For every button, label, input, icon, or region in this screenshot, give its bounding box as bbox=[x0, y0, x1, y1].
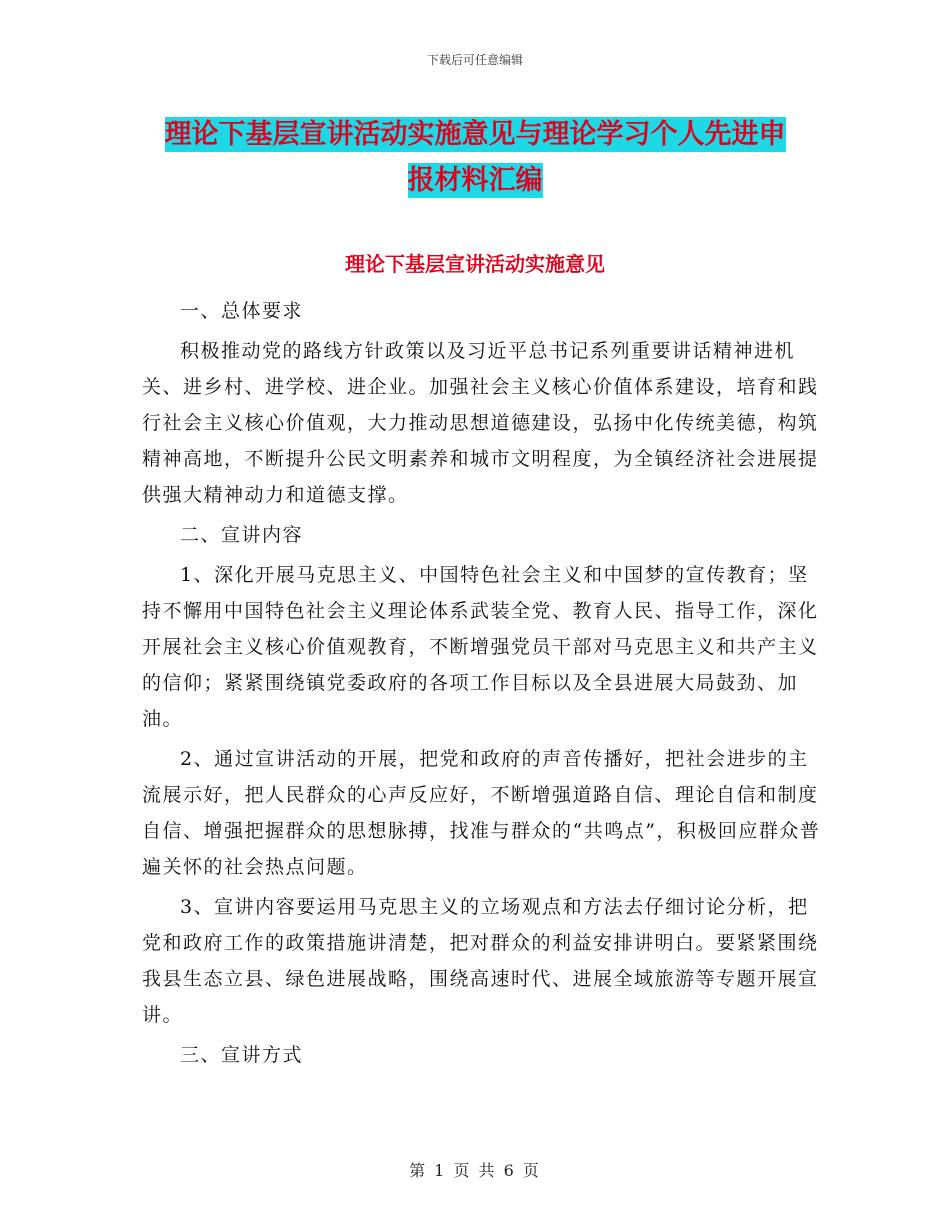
heading-general-requirements: 一、总体要求 bbox=[180, 300, 304, 322]
paragraph: 2、通过宣讲活动的开展，把党和政府的声音传播好，把社会进步的主流展示好，把人民群众的心声反应好，不断增强道路自信、理论自信和制度自信、增强把握群众的思想脉搏，找准与群众的“共鸣点”，积极回应群众普遍关怀的社会热点问题。 bbox=[142, 748, 821, 878]
heading-lecture-method: 三、宣讲方式 bbox=[180, 1044, 304, 1066]
document-title-line-1: 理论下基层宣讲活动实施意见与理论学习个人先进申 bbox=[164, 119, 786, 150]
document-body bbox=[142, 293, 822, 1077]
page-header-note: 下载后可任意编辑 bbox=[426, 53, 523, 67]
paragraph: 积极推动党的路线方针政策以及习近平总书记系列重要讲话精神进机关、进乡村、进学校、进企业。加强社会主义核心价值体系建设，培育和践行社会主义核心价值观，大力推动思想道德建设，弘扬中化传统美德，构筑精神高地，不断提升公民文明素养和城市文明程度，为全镇经济社会进展提供强大精神动力和道德支撑。 bbox=[142, 340, 819, 506]
heading-lecture-content: 二、宣讲内容 bbox=[180, 524, 304, 546]
page-number: 第 1 页 共 6 页 bbox=[409, 1161, 541, 1180]
paragraph: 3、宣讲内容要运用马克思主义的立场观点和方法去仔细讨论分析，把党和政府工作的政策措施讲清楚，把对群众的利益安排讲明白。要紧紧围绕我县生态立县、绿色进展战略，围绕高速时代、进展全域旅游等专题开展宣讲。 bbox=[142, 896, 819, 1026]
document-title-line-2: 报材料汇编 bbox=[407, 165, 543, 196]
document-title bbox=[150, 112, 800, 204]
section-title: 理论下基层宣讲活动实施意见 bbox=[345, 252, 605, 276]
paragraph: 1、深化开展马克思主义、中国特色社会主义和中国梦的宣传教育；坚持不懈用中国特色社会主义理论体系武装全党、教育人民、指导工作，深化开展社会主义核心价值观教育，不断增强党员干部对马克思主义和共产主义的信仰；紧紧围绕镇党委政府的各项工作目标以及全县进展大局鼓劲、加油。 bbox=[142, 564, 819, 730]
